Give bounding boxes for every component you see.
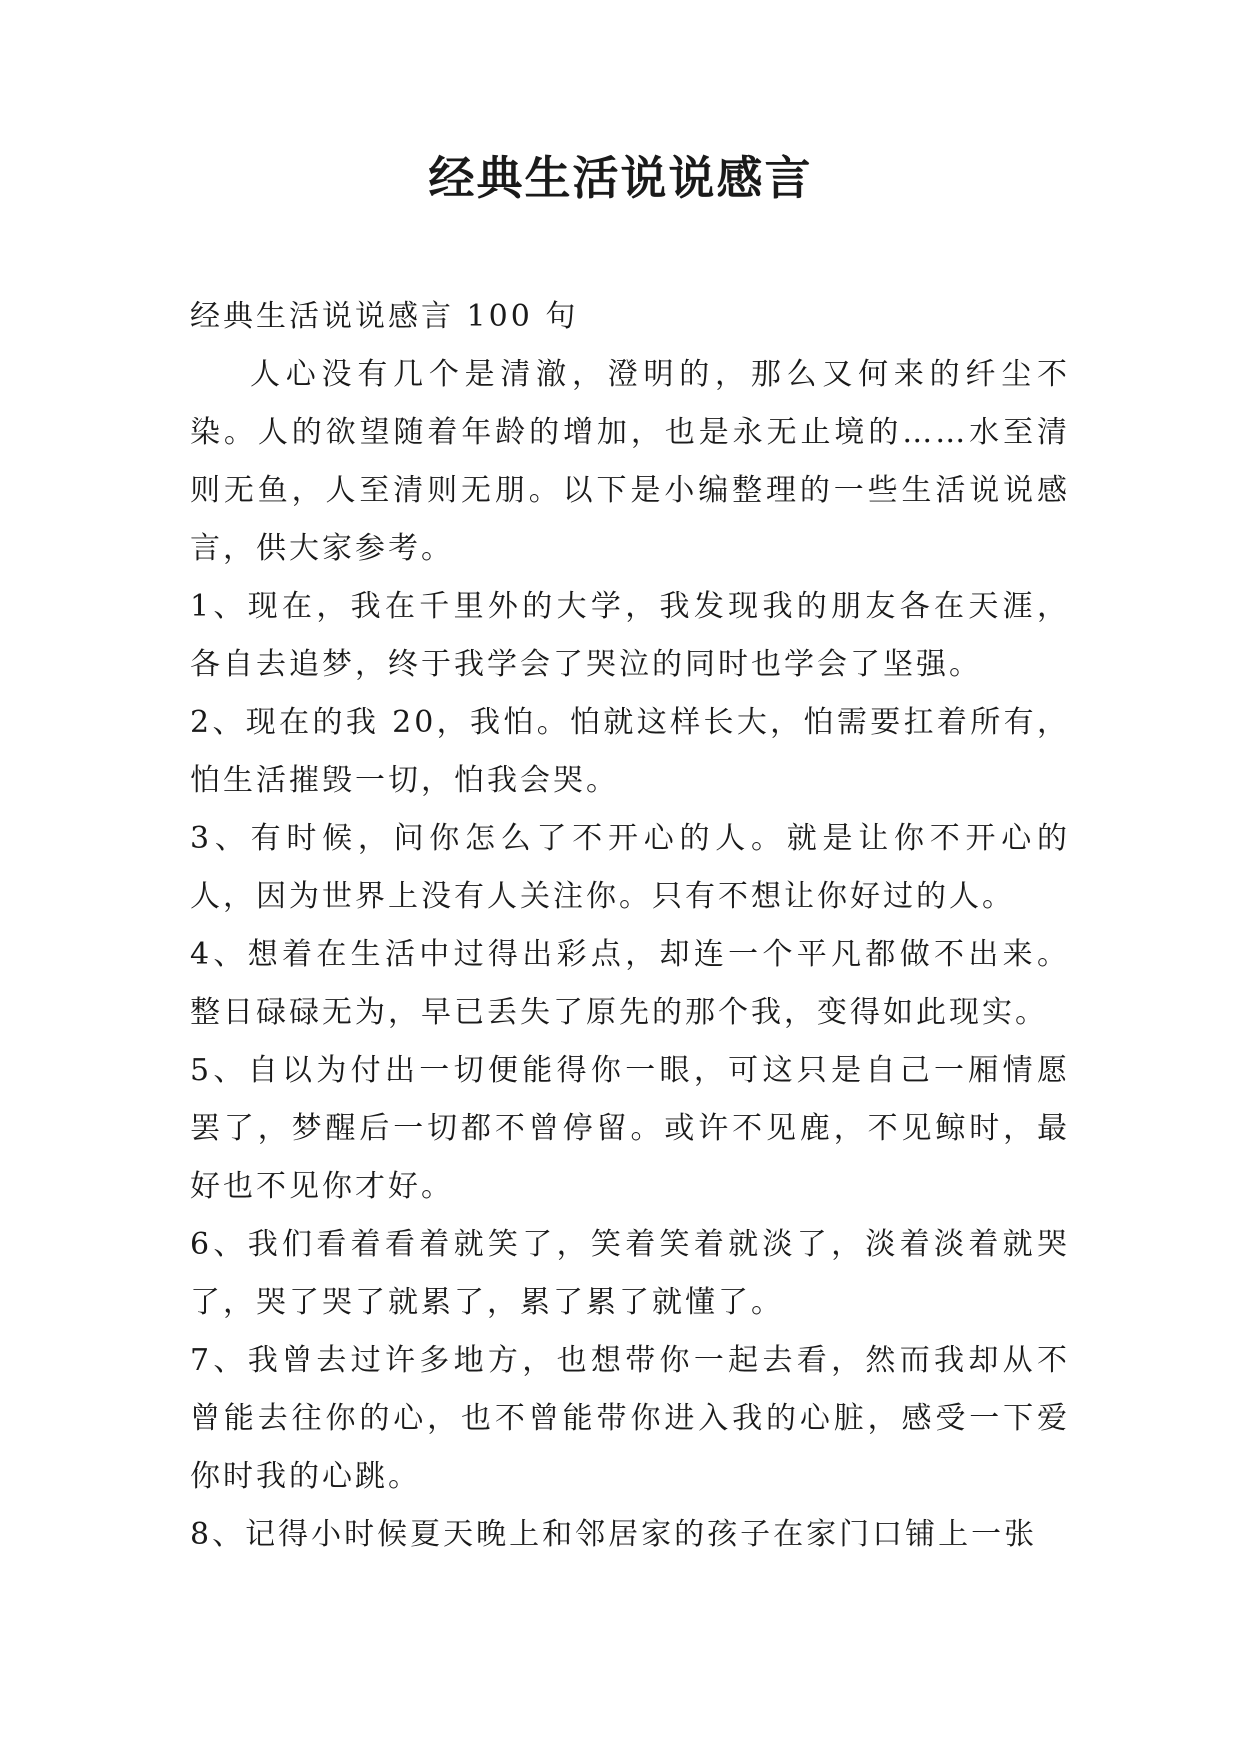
intro-paragraph: 人心没有几个是清澈，澄明的，那么又何来的纤尘不染。人的欲望随着年龄的增加，也是永无止境的……水至清则无鱼，人至清则无朋。以下是小编整理的一些生活说说感言，供大家参考。 [190, 357, 1070, 566]
document-title: 经典生活说说感言 [428, 151, 813, 205]
list-item: 1、现在，我在千里外的大学，我发现我的朋友各在天涯，各自去追梦，终于我学会了哭泣的同时也学会了坚强。 [190, 589, 1070, 682]
document-body [190, 288, 1070, 1564]
list-item: 3、有时候，问你怎么了不开心的人。就是让你不开心的人，因为世界上没有人关注你。只有不想让你好过的人。 [190, 821, 1070, 914]
list-item: 6、我们看着看着就笑了，笑着笑着就淡了，淡着淡着就哭了，哭了哭了就累了，累了累了就懂了。 [190, 1227, 1070, 1320]
list-item: 4、想着在生活中过得出彩点，却连一个平凡都做不出来。整日碌碌无为，早已丢失了原先的那个我，变得如此现实。 [190, 937, 1070, 1030]
list-item: 7、我曾去过许多地方，也想带你一起去看，然而我却从不曾能去往你的心，也不曾能带你进入我的心脏，感受一下爱你时我的心跳。 [190, 1343, 1070, 1494]
list-item: 2、现在的我 20，我怕。怕就这样长大，怕需要扛着所有，怕生活摧毁一切，怕我会哭。 [190, 705, 1070, 798]
document-subtitle: 经典生活说说感言 100 句 [190, 299, 579, 334]
list-item: 5、自以为付出一切便能得你一眼，可这只是自己一厢情愿罢了，梦醒后一切都不曾停留。或许不见鹿，不见鲸时，最好也不见你才好。 [190, 1053, 1070, 1204]
list-item: 8、记得小时候夏天晚上和邻居家的孩子在家门口铺上一张 [190, 1517, 1038, 1552]
